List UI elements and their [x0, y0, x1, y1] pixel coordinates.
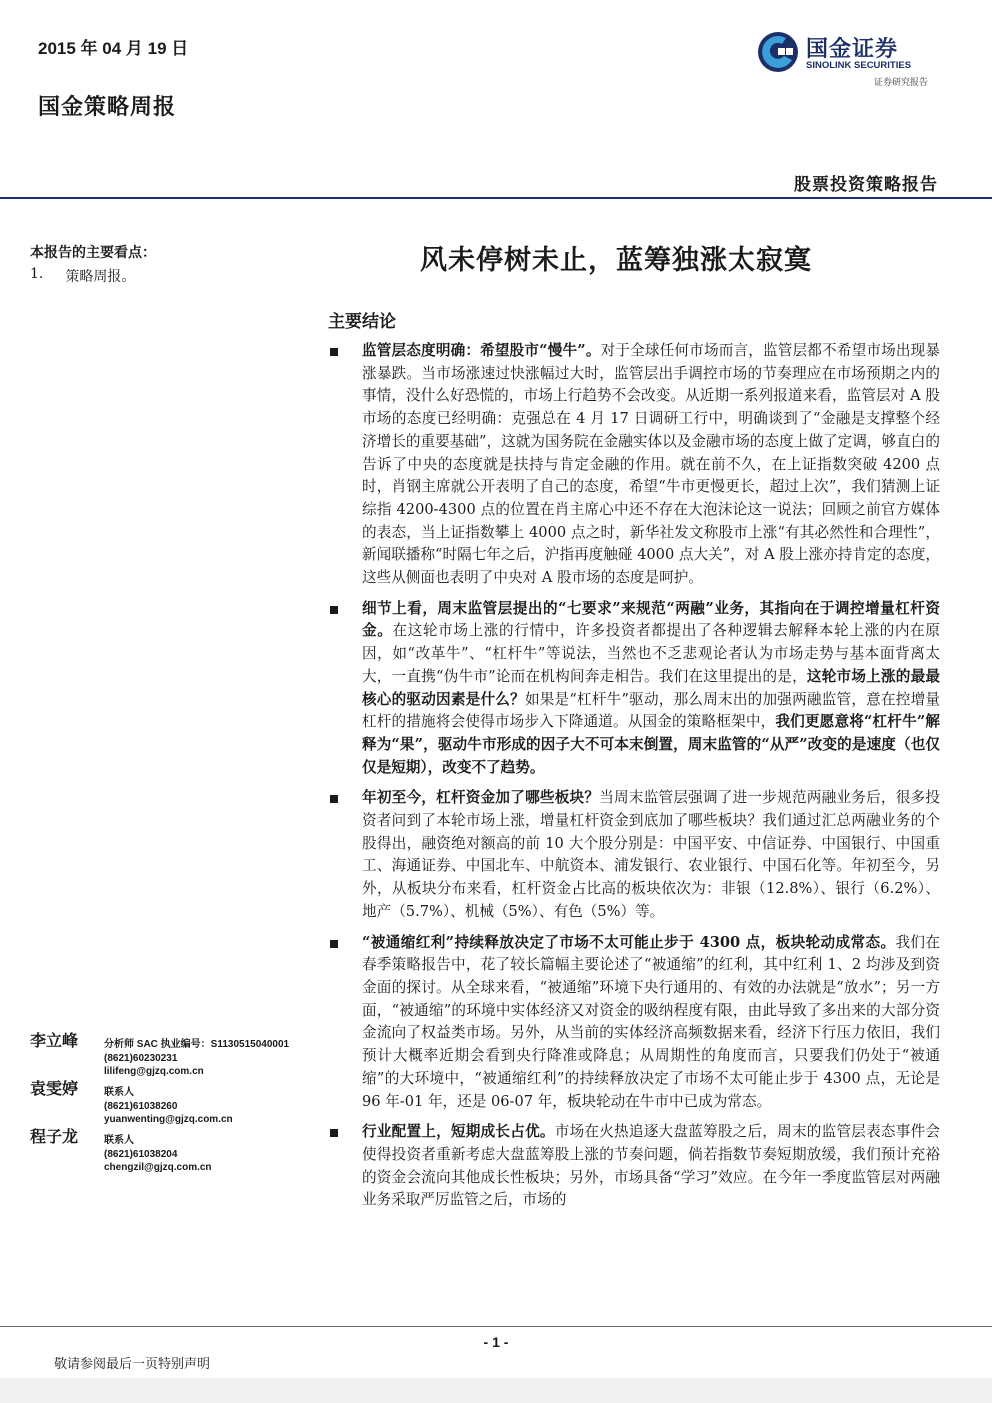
analyst-email[interactable]: chengzil@gjzq.com.cn: [104, 1162, 212, 1173]
bullet-square-icon: [330, 606, 338, 614]
analyst-contact: [104, 1038, 289, 1079]
analyst-name: 程子龙: [30, 1127, 79, 1146]
report-type: 股票投资策略报告: [794, 175, 938, 195]
analyst-title-line: 联系人: [104, 1135, 134, 1146]
header-divider: [0, 197, 992, 199]
conclusion-bullet: [328, 598, 940, 780]
bullet-text: 我们在春季策略报告中，花了较长篇幅主要论述了“被通缩”的红利，其中红利 1、2 均涉及到资金面的探讨。从全球来看，“被通缩”环境下央行通用的、有效的办法就是“放水”；另一方面，“被通缩”的环境中实体经济又对资金的吸纳程度有限，由此导致了多出来的大部分资金流向了权益类市场。另外，从当前的实体经济高频数据来看，经济下行压力依旧，我们预计大概率近期会看到央行降准或降息；从周期性的角度而言，只要我们仍处于“被通缩”的大环境中，“被通缩红利”的持续释放决定了市场不太可能止步于 4300 点，无论是 96 年-01 年，还是 06-07 年，板块轮动在牛市中已成为常态。: [362, 933, 940, 1110]
report-title: 风未停树未止，蓝筹独涨太寂寞: [420, 245, 812, 276]
bullet-text: 如果是“杠杆牛”驱动，那么周末出的加强两融监管，意在控增量杠杆的措施将会使得市场步入下降通道。从国金的策略框架中，: [362, 690, 940, 731]
bullet-bold-text: 这轮市场上涨的最最核心的驱动因素是什么？: [362, 667, 940, 708]
analyst-phone: (8621)61038260: [104, 1100, 178, 1112]
page-number: - 1 -: [483, 1334, 509, 1350]
series-title: 国金策略周报: [38, 94, 177, 120]
key-points-heading: 本报告的主要看点：: [30, 245, 156, 261]
bullet-square-icon: [330, 348, 338, 356]
analyst-name: 袁雯婷: [30, 1079, 79, 1098]
logo-english-text: SINOLINK SECURITIES: [806, 60, 912, 71]
analyst-phone: (8621)61038204: [104, 1148, 178, 1160]
analyst-title-line: 联系人: [104, 1087, 134, 1098]
analyst-name: 李立峰: [30, 1031, 79, 1050]
logo-chinese-text: 国金证券: [806, 37, 899, 62]
bullet-bold-text: 我们更愿意将“杠杆牛”解释为“果”，驱动牛市形成的因子大不可本末倒置，周末监管的“从严”改变的是速度（也仅仅是短期），改变不了趋势。: [362, 713, 940, 776]
conclusion-bullet: [328, 932, 940, 1114]
bullet-bold-text: 监管层态度明确：希望股市“慢牛”。: [362, 342, 601, 359]
bullet-square-icon: [330, 940, 338, 948]
bullet-square-icon: [330, 1129, 338, 1137]
bullet-bold-text: 年初至今，杠杆资金加了哪些板块？: [362, 789, 600, 807]
analyst-contact: [104, 1086, 233, 1127]
bullet-text: 当周末监管层强调了进一步规范两融业务后，很多投资者问到了本轮市场上涨，增量杠杆资金到底加了哪些板块？我们通过汇总两融业务的个股得出，融资绝对额高的前 10 大个股分别是：中国平安、中信证券、中国银行、中国重工、海通证券、中国北车、中航资本、浦发银行、农业银行、中国石化等。年初至今，另外，从板块分布来看，杠杆资金占比高的板块依次为：非银（12.8%）、银行（6.2%）、地产（5.7%）、机械（5%）、有色（5%）等。: [362, 789, 940, 920]
footer-disclaimer: 敬请参阅最后一页特别声明: [54, 1357, 211, 1372]
bullet-text: 对于全球任何市场而言，监管层都不希望市场出现暴涨暴跌。当市场涨速过快涨幅过大时，监管层出手调控市场的节奏理应在市场预期之内的事情，没什么好恐慌的，市场上行趋势不会改变。从近期一系列报道来看，监管层对 A 股市场的态度已经明确：克强总在 4 月 17 日调研工行中，明确谈到了“金融是支撑整个经济增长的重要基础”，这就为国务院在金融实体以及金融市场的态度上做了定调，够直白的告诉了中央的态度就是扶持与肯定金融的作用。就在前不久，在上证指数突破 4200 点时，肖钢主席就公开表明了自己的态度，希望“牛市更慢更长，超过上次”，我们猜测上证综指 4200-4300 点的位置在肖主席心中还不存在大泡沫论这一说法；回顾之前官方媒体的表态，当上证指数攀上 4000 点之时，新华社发文称股市上涨“有其必然性和合理性”，新闻联播称“时隔七年之后，沪指再度触碰 4000 点大关”，对 A 股上涨亦持肯定的态度，这些从侧面也表明了中央对 A 股市场的态度是呵护。: [362, 342, 940, 587]
analyst-title-line: 分析师 SAC 执业编号：S1130515040001: [104, 1039, 290, 1050]
conclusion-bullet: [328, 340, 940, 590]
key-point-text: 策略周报。: [65, 269, 136, 285]
key-points-box: [30, 242, 300, 286]
bullet-bold-text: 行业配置上，短期成长占优。: [362, 1123, 555, 1141]
logo-subtitle: 证券研究报告: [874, 78, 929, 88]
report-date: 2015 年 04 月 19 日: [38, 39, 189, 58]
key-point-number: 1.: [30, 266, 44, 282]
analyst-contact: [104, 1134, 212, 1175]
footer-divider: [0, 1326, 992, 1327]
key-point-item: [30, 266, 300, 286]
bullet-text: 市场在火热追逐大盘蓝筹股之后，周末的监管层表态事件会使得投资者重新考虑大盘蓝筹股上涨的节奏问题，倘若指数节奏短期放缓，我们预计充裕的资金会流向其他成长性板块；另外，市场具备“学习”效应。在今年一季度监管层对两融业务采取严厉监管之后，市场的: [362, 1123, 940, 1209]
analyst-phone: (8621)60230231: [104, 1052, 178, 1064]
conclusion-list: [328, 340, 940, 1220]
analyst-email[interactable]: lilifeng@gjzq.com.cn: [104, 1066, 204, 1077]
bullet-text: 在这轮市场上涨的行情中，许多投资者都提出了各种逻辑去解释本轮上涨的内在原因，如“改革牛”、“杠杆牛”等说法，当然也不乏悲观论者认为市场走势与基本面背离太大，一直携“伪牛市”论而在机构间奔走相告。我们在这里提出的是，: [362, 622, 940, 685]
conclusion-bullet: [328, 787, 940, 923]
company-logo: [756, 30, 956, 94]
bullet-square-icon: [330, 795, 338, 803]
logo-mark-icon: [756, 30, 800, 74]
bullet-bold-text: “被通缩红利”持续释放决定了市场不太可能止步于 4300 点，板块轮动成常态。: [362, 933, 896, 951]
bullet-bold-text: 细节上看，周末监管层提出的“七要求”来规范“两融”业务，其指向在于调控增量杠杆资金。: [362, 599, 940, 640]
bottom-band: [0, 1378, 992, 1403]
section-heading: 主要结论: [328, 312, 396, 332]
conclusion-bullet: [328, 1121, 940, 1212]
analyst-email[interactable]: yuanwenting@gjzq.com.cn: [104, 1114, 233, 1125]
